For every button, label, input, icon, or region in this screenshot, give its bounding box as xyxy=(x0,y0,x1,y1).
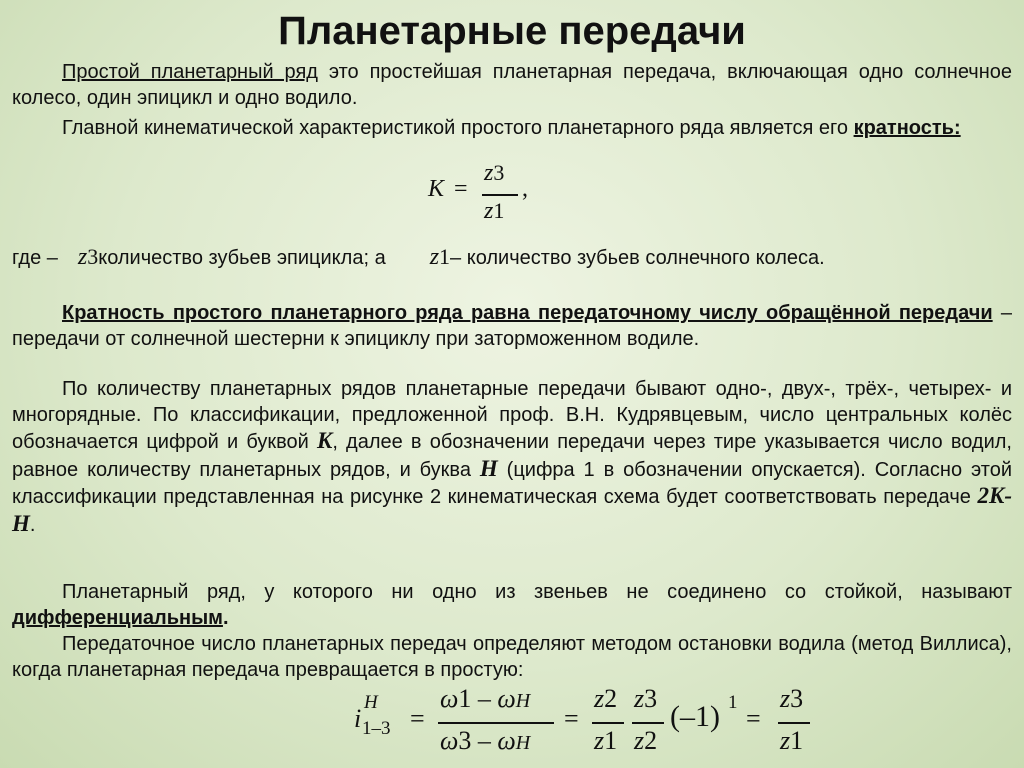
fraction-z3-numerator: z3 xyxy=(634,684,658,713)
formula-numerator: z3 xyxy=(484,160,505,186)
fraction-z1-denominator: z1 xyxy=(594,726,618,755)
term-differential: дифференциальным xyxy=(12,606,223,629)
formula-comma: , xyxy=(522,176,528,202)
term-simple-row: Простой планетарный ряд xyxy=(62,61,318,83)
term-multiplicity-equal: Кратность простого планетарного ряда равна передаточному числу обращённой передачи xyxy=(62,302,993,324)
fraction-z2-denominator: z2 xyxy=(634,726,658,755)
code-2kh: 2K-H xyxy=(12,483,1012,536)
paragraph-willis: Передаточное число планетарных передач определяют методом остановки водила (метод Виллиса), когда планетарная передача превращается в простую: xyxy=(12,633,1012,681)
formula-i-sup: H xyxy=(364,692,378,713)
fraction-bar xyxy=(632,722,664,724)
paragraph-simple-row xyxy=(12,60,1012,111)
formula-i-sub: 1–3 xyxy=(362,718,391,739)
formula-equals: = xyxy=(746,704,761,733)
paragraph-differential: Планетарный ряд, у которого ни одно из звеньев не соединено со стойкой, называют дифференциальным. xyxy=(12,581,1012,629)
fraction-final-denominator: z1 xyxy=(780,726,804,755)
fraction-bar xyxy=(592,722,624,724)
paragraph-text: – передачи от солнечной шестерни к эпициклу при заторможенном водиле. xyxy=(12,302,1013,350)
fraction-z2-numerator: z2 xyxy=(594,684,618,713)
paragraph-text: это простейшая планетарная передача, включающая одно солнечное колесо, один эпицикл и одно водило. xyxy=(12,61,1012,109)
formula-willis xyxy=(352,686,822,766)
where-text-1: количество зубьев эпицикла; а xyxy=(98,247,386,269)
paragraph-reversed-gear xyxy=(12,301,1012,352)
symbol-z3: z3 xyxy=(77,244,99,270)
formula-equals: = xyxy=(410,704,425,733)
formula-multiplicity xyxy=(428,160,548,232)
where-lead: где – xyxy=(12,247,58,269)
paragraph-multiplicity xyxy=(12,116,1012,142)
paragraph-classification: По количеству планетарных рядов планетарные передачи бывают одно-, двух-, трёх-, четырех- и многорядные. По классификации, предложенной проф. В.Н. Кудрявцевым, число центральных колёс обозначается цифрой и буквой K, далее в обозначении передачи через тире указывается число водил, равное количеству планетарных рядов, и буква H (цифра 1 в обозначении опускается). Согласно этой классификации представленная на рисунке 2 кинематическая схема будет соответствовать передаче 2K-H. xyxy=(12,378,1012,536)
fraction-omega-numerator: ω1 – ωH xyxy=(440,684,531,713)
paragraph-text: Главной кинематической характеристикой простого планетарного ряда является его xyxy=(62,117,854,139)
paragraph-where xyxy=(12,244,1012,272)
formula-equals: = xyxy=(454,176,468,202)
formula-denominator: z1 xyxy=(484,198,505,224)
formula-lhs: K xyxy=(428,176,445,202)
formula-minus-one: (–1) xyxy=(670,700,720,733)
where-text-2: – количество зубьев солнечного колеса. xyxy=(450,247,825,269)
term-multiplicity: кратность: xyxy=(853,117,961,139)
fraction-bar xyxy=(482,194,518,196)
symbol-z1: z1 xyxy=(429,244,451,270)
fraction-final-numerator: z3 xyxy=(780,684,804,713)
formula-exponent: 1 xyxy=(728,692,738,713)
page-title: Планетарные передачи xyxy=(278,9,746,53)
fraction-bar xyxy=(438,722,554,724)
formula-equals: = xyxy=(564,704,579,733)
formula-i: i xyxy=(354,704,362,733)
fraction-bar xyxy=(778,722,810,724)
letter-h: H xyxy=(479,455,498,481)
fraction-omega-denominator: ω3 – ωH xyxy=(440,726,531,755)
letter-k: K xyxy=(316,428,333,453)
